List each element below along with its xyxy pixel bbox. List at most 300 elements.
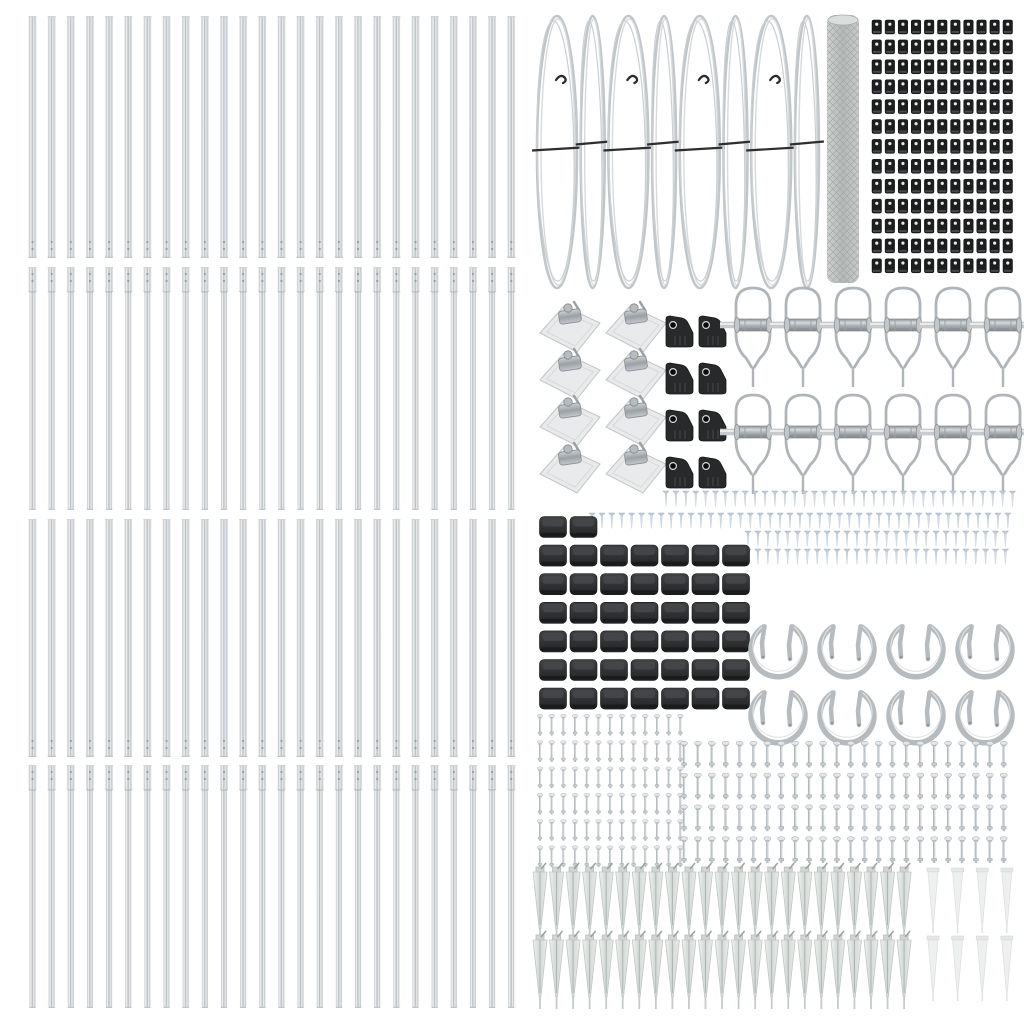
pole: [201, 16, 209, 258]
post-cap: [662, 631, 689, 652]
post-cap: [723, 688, 750, 709]
screw: [963, 549, 969, 565]
screw: [693, 491, 699, 507]
black-clip: [885, 40, 895, 54]
bolt: [654, 714, 660, 735]
bolt: [694, 837, 701, 863]
pole: [469, 267, 477, 510]
pole: [450, 16, 458, 258]
pole: [412, 519, 420, 757]
black-clip: [924, 199, 934, 213]
screw: [814, 549, 820, 565]
bolt: [875, 741, 882, 767]
bolt: [666, 793, 672, 814]
screw: [982, 531, 988, 547]
bolt: [764, 837, 771, 863]
screw: [999, 491, 1005, 507]
screw: [854, 549, 860, 565]
black-clip: [938, 159, 948, 173]
bolt: [945, 773, 952, 799]
bolt: [889, 805, 896, 831]
screw: [663, 491, 669, 507]
pole: [316, 267, 324, 510]
black-clip: [911, 199, 921, 213]
tensioner-hook: [820, 288, 886, 387]
pole: [201, 519, 209, 757]
screw: [732, 491, 738, 507]
bolt: [806, 773, 813, 799]
black-clip: [1003, 139, 1013, 153]
ground-spike: [583, 931, 597, 1009]
black-clip: [951, 20, 961, 34]
pole: [297, 519, 305, 757]
black-clip: [911, 20, 921, 34]
corner-clip: [666, 363, 693, 394]
screw: [836, 513, 842, 529]
screw: [886, 513, 892, 529]
bolt: [945, 741, 952, 767]
bolt: [931, 805, 938, 831]
screw: [933, 549, 939, 565]
ground-spike-light: [1001, 936, 1013, 1001]
pole: [450, 267, 458, 510]
screw: [903, 531, 909, 547]
tensioner-hook: [720, 288, 786, 387]
pole: [277, 16, 285, 258]
pole: [258, 519, 266, 757]
black-clip: [938, 20, 948, 34]
ground-spike: [699, 931, 713, 1009]
bolt: [861, 805, 868, 831]
bolt: [666, 767, 672, 788]
post-cap: [662, 660, 689, 681]
bolt: [750, 805, 757, 831]
black-clip: [977, 80, 987, 94]
ground-spike: [864, 931, 878, 1009]
black-clip: [898, 100, 908, 114]
wire-loop: [746, 16, 796, 288]
pole: [354, 519, 362, 757]
black-clip: [872, 199, 882, 213]
bolt: [917, 805, 924, 831]
screw: [876, 513, 882, 529]
pole: [29, 16, 37, 258]
black-clip: [1003, 100, 1013, 114]
ground-spike-light: [927, 868, 939, 933]
screw: [953, 531, 959, 547]
ground-spike: [715, 931, 729, 1009]
bolt: [861, 773, 868, 799]
ground-spike: [748, 863, 762, 941]
pole: [488, 519, 496, 757]
post-cap: [540, 660, 567, 681]
black-clip: [1003, 120, 1013, 134]
bolt: [631, 793, 637, 814]
black-clip: [924, 120, 934, 134]
bolt: [764, 773, 771, 799]
screw: [856, 513, 862, 529]
black-clip: [977, 60, 987, 74]
bolt: [875, 837, 882, 863]
black-clip: [924, 80, 934, 94]
bolt: [584, 767, 590, 788]
bolt: [806, 837, 813, 863]
wire-loop: [790, 16, 824, 288]
bolt: [572, 740, 578, 761]
ground-spike: [665, 863, 679, 941]
post-cap: [662, 574, 689, 595]
screw: [861, 491, 867, 507]
pole: [507, 519, 515, 757]
post-cap: [631, 660, 658, 681]
bolt: [792, 805, 799, 831]
black-clip: [898, 120, 908, 134]
post-cap: [631, 545, 658, 566]
pole: [392, 267, 400, 510]
black-clip: [938, 139, 948, 153]
corner-clip: [699, 363, 726, 394]
pole: [258, 16, 266, 258]
pole: [239, 16, 247, 258]
black-clip: [885, 139, 895, 153]
bolt: [778, 773, 785, 799]
bolt: [903, 773, 910, 799]
screw: [864, 531, 870, 547]
black-clip: [1003, 80, 1013, 94]
bolt: [549, 846, 555, 867]
pole: [469, 765, 477, 1008]
black-clip: [872, 239, 882, 253]
black-clip: [977, 199, 987, 213]
black-clip: [911, 80, 921, 94]
screw: [718, 513, 724, 529]
screw: [953, 549, 959, 565]
bolt: [722, 773, 729, 799]
screw: [628, 513, 634, 529]
pole: [220, 519, 228, 757]
black-clip: [885, 219, 895, 233]
bolt: [833, 837, 840, 863]
post-cap: [601, 688, 628, 709]
screw: [727, 513, 733, 529]
screw: [963, 531, 969, 547]
pole: [182, 16, 190, 258]
pole: [220, 16, 228, 258]
pole: [258, 765, 266, 1008]
ground-spike-light: [1001, 868, 1013, 933]
screw: [772, 491, 778, 507]
corner-clip: [699, 410, 726, 441]
black-clip: [938, 80, 948, 94]
bolt: [806, 741, 813, 767]
pole: [67, 519, 75, 757]
pole: [182, 765, 190, 1008]
bolt: [806, 805, 813, 831]
black-clip: [924, 60, 934, 74]
pole: [373, 16, 381, 258]
bolt: [596, 767, 602, 788]
black-clip: [872, 120, 882, 134]
ground-spike: [847, 863, 861, 941]
bolt: [549, 793, 555, 814]
bolt: [931, 773, 938, 799]
mounting-plate: [540, 349, 600, 399]
pole: [392, 765, 400, 1008]
black-clip: [911, 159, 921, 173]
black-clip: [911, 120, 921, 134]
ground-spike: [566, 931, 580, 1009]
black-clip: [938, 60, 948, 74]
ring-clamp: [820, 625, 874, 677]
bolt: [736, 837, 743, 863]
bolt: [596, 740, 602, 761]
tensioner-hook: [970, 395, 1024, 494]
pole: [239, 519, 247, 757]
bolt: [694, 773, 701, 799]
ring-clamp: [889, 691, 943, 743]
post-cap: [662, 602, 689, 623]
screw: [708, 513, 714, 529]
pole: [143, 519, 151, 757]
black-clip: [924, 40, 934, 54]
pole: [163, 765, 171, 1008]
pole: [29, 519, 37, 757]
ground-spike: [765, 863, 779, 941]
screw: [992, 549, 998, 565]
screw: [804, 549, 810, 565]
mounting-plate: [606, 302, 666, 352]
ground-spike: [765, 931, 779, 1009]
pole: [86, 519, 94, 757]
black-clip: [898, 139, 908, 153]
post-cap: [540, 517, 567, 538]
black-clip: [951, 40, 961, 54]
black-clip: [924, 239, 934, 253]
black-clip: [977, 239, 987, 253]
post-cap: [601, 631, 628, 652]
post-cap: [723, 545, 750, 566]
screw: [883, 531, 889, 547]
ground-spike: [665, 931, 679, 1009]
black-clip: [977, 40, 987, 54]
pole: [86, 16, 94, 258]
pole: [105, 765, 113, 1008]
black-clip: [898, 259, 908, 273]
bolt: [847, 837, 854, 863]
black-clip: [977, 139, 987, 153]
pole: [29, 765, 37, 1008]
screw: [784, 549, 790, 565]
black-clip: [885, 120, 895, 134]
bolt: [958, 805, 965, 831]
pole: [316, 16, 324, 258]
black-clip: [964, 139, 974, 153]
bolt: [631, 767, 637, 788]
pole: [105, 519, 113, 757]
black-clip: [898, 60, 908, 74]
tensioner-hook: [770, 288, 836, 387]
black-clip: [885, 259, 895, 273]
screw: [881, 491, 887, 507]
bolt: [958, 837, 965, 863]
black-clip: [924, 219, 934, 233]
pole: [182, 519, 190, 757]
black-clip: [872, 179, 882, 193]
bolt: [736, 805, 743, 831]
screw: [722, 491, 728, 507]
screw: [864, 549, 870, 565]
black-clip-grid: [872, 20, 1013, 273]
screw: [975, 513, 981, 529]
black-clip: [938, 239, 948, 253]
ground-spike: [814, 931, 828, 1009]
bolt: [561, 767, 567, 788]
bolt: [986, 837, 993, 863]
screw: [1005, 513, 1011, 529]
bolt: [680, 741, 687, 767]
mesh-roll: [827, 15, 859, 283]
black-clip: [1003, 179, 1013, 193]
bolt: [619, 819, 625, 840]
tensioner-hook: [870, 395, 936, 494]
screw: [742, 491, 748, 507]
ground-spike: [715, 863, 729, 941]
pole: [124, 16, 132, 258]
screw: [599, 513, 605, 529]
black-clip: [964, 120, 974, 134]
screw: [950, 491, 956, 507]
post-cap: [723, 574, 750, 595]
bolt: [642, 740, 648, 761]
ground-spike: [699, 863, 713, 941]
black-clip: [990, 259, 1000, 273]
black-clip: [964, 80, 974, 94]
pole: [354, 16, 362, 258]
bolt: [917, 773, 924, 799]
post-cap: [631, 574, 658, 595]
screw: [923, 531, 929, 547]
black-clip: [951, 100, 961, 114]
bolt: [819, 741, 826, 767]
bolt: [778, 741, 785, 767]
screw: [834, 549, 840, 565]
pole: [67, 16, 75, 258]
post-cap: [662, 688, 689, 709]
wire-loop: [675, 16, 725, 288]
ground-spike: [897, 863, 911, 941]
black-clip: [872, 80, 882, 94]
bolt: [1000, 837, 1007, 863]
screw: [688, 513, 694, 529]
black-clip: [898, 219, 908, 233]
mounting-plate: [606, 443, 666, 493]
bolt: [931, 741, 938, 767]
bolt: [619, 793, 625, 814]
bolt: [764, 741, 771, 767]
black-clip: [990, 60, 1000, 74]
screw: [619, 513, 625, 529]
screw: [920, 491, 926, 507]
bolt: [654, 846, 660, 867]
screw: [913, 531, 919, 547]
black-clip: [990, 219, 1000, 233]
ground-spike: [616, 863, 630, 941]
ground-spike: [533, 931, 547, 1009]
ground-spike: [781, 863, 795, 941]
mounting-plate: [540, 396, 600, 446]
post-cap: [540, 602, 567, 623]
pole: [373, 765, 381, 1008]
bolt: [722, 805, 729, 831]
corner-clip: [699, 457, 726, 488]
post-cap: [601, 602, 628, 623]
bolt: [619, 740, 625, 761]
screw: [609, 513, 615, 529]
black-clip: [898, 20, 908, 34]
bolt: [537, 819, 543, 840]
post-cap: [570, 517, 597, 538]
black-clip: [977, 120, 987, 134]
black-clip: [898, 80, 908, 94]
black-clip: [964, 20, 974, 34]
screw: [755, 549, 761, 565]
tensioner-hook: [920, 395, 986, 494]
ground-spike-light: [976, 936, 988, 1001]
bolt: [537, 793, 543, 814]
screw: [794, 531, 800, 547]
bolt: [889, 741, 896, 767]
black-clip: [924, 159, 934, 173]
bolt: [549, 819, 555, 840]
wire-loop: [647, 16, 681, 288]
pole: [335, 765, 343, 1008]
pole: [220, 765, 228, 1008]
screw: [1009, 491, 1015, 507]
pole: [258, 267, 266, 510]
bolt: [945, 837, 952, 863]
black-clip: [898, 239, 908, 253]
bolt: [861, 837, 868, 863]
screw: [831, 491, 837, 507]
ground-spike: [682, 931, 696, 1009]
screw: [923, 549, 929, 565]
post-cap: [570, 660, 597, 681]
bolt: [778, 805, 785, 831]
post-cap: [692, 545, 719, 566]
bolt: [572, 819, 578, 840]
pole: [469, 16, 477, 258]
bolt: [889, 837, 896, 863]
ground-spike: [798, 863, 812, 941]
post-cap: [692, 602, 719, 623]
post-cap: [631, 602, 658, 623]
bolt: [972, 837, 979, 863]
post-cap: [570, 545, 597, 566]
black-clip: [977, 259, 987, 273]
post-cap: [692, 688, 719, 709]
black-clip: [924, 100, 934, 114]
pole: [488, 765, 496, 1008]
corner-clip: [666, 316, 693, 347]
screw: [658, 513, 664, 529]
post-cap: [570, 631, 597, 652]
screw: [757, 513, 763, 529]
bolt: [631, 714, 637, 735]
bolt: [607, 793, 613, 814]
black-clip: [964, 159, 974, 173]
screw: [900, 491, 906, 507]
bolt: [584, 740, 590, 761]
